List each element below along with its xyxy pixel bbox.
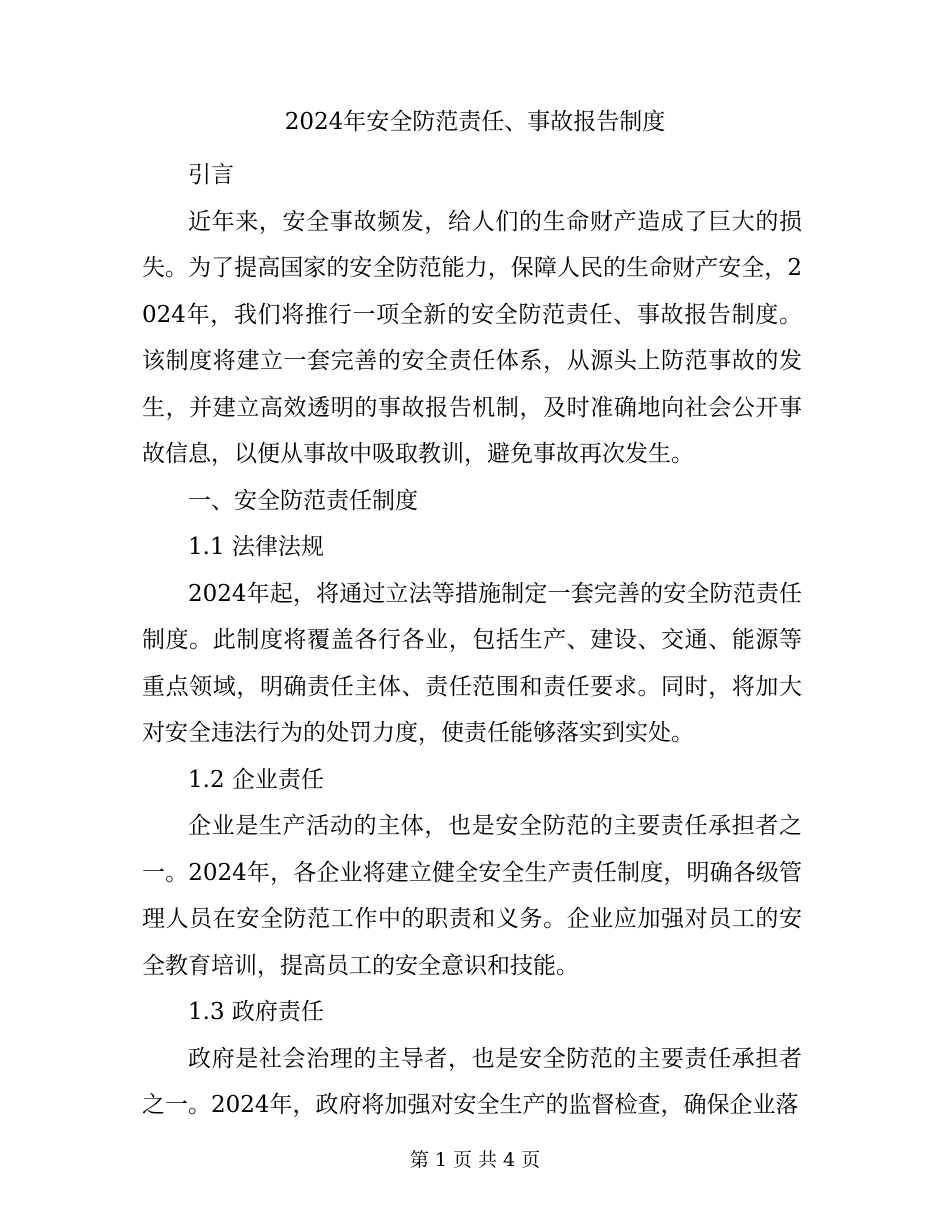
subsection-heading-1-2: 1.2 企业责任 bbox=[188, 766, 324, 793]
page-footer: 第 1 页 共 4 页 bbox=[409, 1149, 541, 1171]
subsection-heading-1-3: 1.3 政府责任 bbox=[188, 999, 324, 1025]
document-title: 2024年安全防范责任、事故报告制度 bbox=[284, 109, 666, 135]
paragraph-1-1: 2024年起，将通过立法等措施制定一套完善的安全防范责任制度。此制度将覆盖各行各业，包括生产、建设、交通、能源等重点领域，明确责任主体、责任范围和责任要求。同时，将加大对安全违法行为的处罚力度，使责任能够落实到实处。 bbox=[142, 580, 802, 746]
paragraph-intro-heading: 引言 bbox=[188, 162, 234, 188]
subsection-heading-1-1: 1.1 法律法规 bbox=[188, 534, 324, 560]
document-body bbox=[142, 152, 802, 1129]
paragraph-intro: 近年来，安全事故频发，给人们的生命财产造成了巨大的损失。为了提高国家的安全防范能力，保障人民的生命财产安全，2024年，我们将推行一项全新的安全防范责任、事故报告制度。该制度将建立一套完善的安全责任体系，从源头上防范事故的发生，并建立高效透明的事故报告机制，及时准确地向社会公开事故信息，以便从事故中吸取教训，避免事故再次发生。 bbox=[142, 208, 802, 467]
paragraph-1-2: 企业是生产活动的主体，也是安全防范的主要责任承担者之一。2024年，各企业将建立健全安全生产责任制度，明确各级管理人员在安全防范工作中的职责和义务。企业应加强对员工的安全教育培训，提高员工的安全意识和技能。 bbox=[142, 813, 802, 979]
section-heading-1: 一、安全防范责任制度 bbox=[188, 487, 418, 514]
paragraph-1-3: 政府是社会治理的主导者，也是安全防范的主要责任承担者之一。2024年，政府将加强对安全生产的监督检查，确保企业落 bbox=[142, 1045, 802, 1118]
